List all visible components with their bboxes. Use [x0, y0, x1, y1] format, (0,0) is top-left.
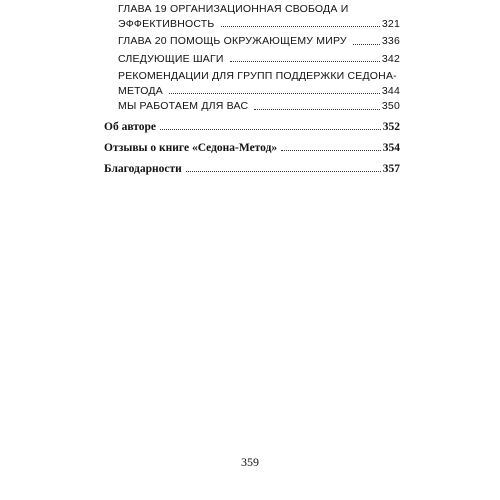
toc-page-number: 336: [381, 35, 400, 47]
toc-entry-text-line: МЫ РАБОТАЕМ ДЛЯ ВАС: [118, 100, 249, 112]
dot-leader: [353, 44, 380, 45]
page-number: 359: [241, 455, 259, 469]
dot-leader: [160, 129, 381, 130]
dot-leader: [281, 150, 381, 151]
toc-entry-text-line: ЭФФЕКТИВНОСТЬ: [118, 17, 215, 30]
toc-page-number: 344: [381, 84, 400, 97]
dot-leader: [169, 93, 380, 94]
toc-entry-text-line: СЛЕДУЮЩИЕ ШАГИ: [118, 52, 224, 65]
toc-entry-text-line: МЕТОДА: [118, 84, 163, 97]
toc-page-number: 352: [382, 120, 400, 133]
dot-leader: [186, 171, 381, 172]
toc-entry-label: Об авторе: [104, 120, 156, 133]
toc-entry-chapter-19: [118, 2, 400, 31]
toc-page-number: 321: [381, 17, 400, 30]
toc-entry-label: Благодарности: [104, 162, 182, 175]
dot-leader: [221, 26, 380, 27]
toc-entry-text-line: ГЛАВА 19 ОРГАНИЗАЦИОННАЯ СВОБОДА И: [118, 3, 349, 15]
toc-page-number: 354: [382, 141, 400, 154]
dot-leader: [230, 61, 380, 62]
toc-entry-reviews: [104, 141, 400, 155]
toc-page-number: 342: [381, 52, 400, 65]
toc-page-number: 357: [382, 162, 400, 175]
toc-entry-chapter-20: [118, 34, 400, 49]
toc-entry-text-line: ГЛАВА 20 ПОМОЩЬ ОКРУЖАЮЩЕМУ МИРУ: [118, 35, 347, 47]
toc-page-number: 350: [381, 100, 400, 112]
toc-entry-acknowledgements: [104, 162, 400, 176]
dot-leader: [254, 109, 380, 110]
toc-entry-we-work-for-you: [118, 99, 400, 114]
table-of-contents: [104, 0, 400, 176]
toc-entry-recommendations: [118, 69, 400, 98]
toc-entry-text-line: РЕКОМЕНДАЦИИ ДЛЯ ГРУПП ПОДДЕРЖКИ СЕДОНА-: [118, 70, 397, 82]
toc-entry-about-author: [104, 120, 400, 134]
toc-entry-next-steps: [118, 52, 400, 67]
toc-entry-label: Отзывы о книге «Седона-Метод»: [104, 141, 278, 154]
